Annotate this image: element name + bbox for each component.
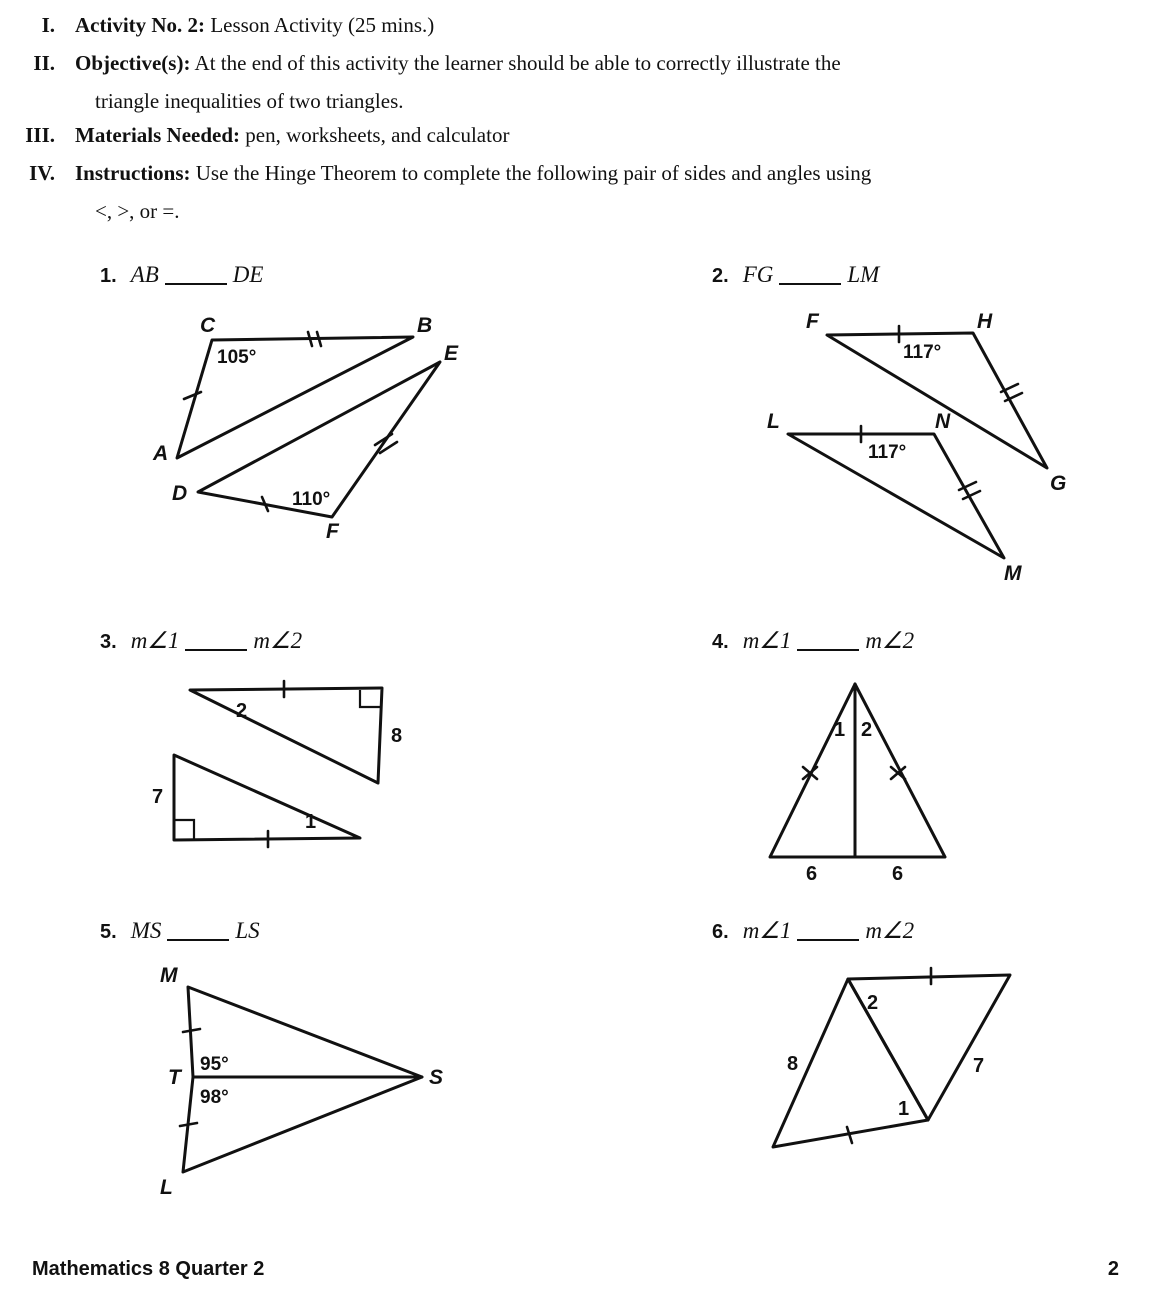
problem-number: 3.: [100, 631, 117, 653]
angle-label-1: 1: [834, 719, 846, 741]
problem-6-figure: [755, 960, 1035, 1175]
angle-label-117-top: 117°: [903, 342, 942, 363]
problem-3-figure: [150, 670, 440, 875]
vertex-label-n: N: [935, 410, 951, 433]
base-label-left-6: 6: [806, 863, 818, 880]
tick-mark: [184, 392, 201, 399]
angle-label-95: 95°: [200, 1054, 229, 1075]
angle-label-1: 1: [305, 811, 317, 833]
footer-title: Mathematics 8 Quarter 2: [32, 1258, 265, 1280]
problem-number: 5.: [100, 921, 117, 943]
vertex-label-f: F: [326, 520, 339, 543]
problem-number: 2.: [712, 265, 729, 287]
vertex-label-m: M: [1004, 562, 1022, 585]
problem-3-heading: [100, 628, 302, 654]
triangle-lower: [174, 755, 360, 840]
angle-label-98: 98°: [200, 1087, 229, 1108]
vertex-label-l: L: [767, 410, 780, 433]
vertex-label-b: B: [417, 314, 433, 337]
instruction-text: [75, 118, 1161, 152]
problem-right-expression: m∠2: [865, 918, 915, 943]
problem-1-heading: [100, 262, 263, 288]
vertex-label-c: C: [200, 314, 216, 337]
instruction-numeral: IV.: [29, 161, 55, 185]
problem-number: 6.: [712, 921, 729, 943]
page-footer: [0, 1258, 1161, 1286]
answer-blank[interactable]: [167, 925, 229, 941]
right-angle-marker: [174, 820, 194, 839]
problem-4-heading: [712, 628, 914, 654]
problem-right-expression: LM: [847, 262, 880, 287]
problem-left-expression: AB: [130, 262, 159, 287]
angle-label-2: 2: [236, 700, 248, 722]
instruction-detail: Lesson Activity (25 mins.): [205, 13, 435, 37]
instruction-text: [75, 156, 1161, 190]
answer-blank[interactable]: [797, 635, 859, 651]
vertex-label-s: S: [429, 1066, 444, 1089]
vertex-label-t: T: [168, 1066, 181, 1089]
base-label-right-6: 6: [892, 863, 904, 880]
triangle-upper: [190, 688, 382, 783]
answer-blank[interactable]: [779, 269, 841, 285]
instruction-continuation: triangle inequalities of two triangles.: [95, 89, 404, 113]
problem-1-figure: [140, 310, 480, 565]
vertex-label-e: E: [444, 342, 459, 365]
problem-left-expression: m∠1: [130, 628, 180, 653]
answer-blank[interactable]: [165, 269, 227, 285]
side-label-7: 7: [973, 1055, 985, 1077]
instruction-continuation: <, >, or =.: [95, 199, 180, 223]
instruction-list: [0, 8, 1161, 228]
problem-2-figure: [760, 310, 1090, 605]
footer-page-number: 2: [1107, 1258, 1119, 1280]
answer-blank[interactable]: [797, 925, 859, 941]
tick-mark: [180, 1123, 197, 1126]
instruction-item-1: [0, 8, 1161, 42]
triangle-isosceles: [770, 684, 945, 857]
vertex-label-f: F: [806, 310, 819, 333]
problem-right-expression: LS: [235, 918, 260, 943]
instruction-lead: Instructions:: [75, 161, 191, 185]
vertex-label-l: L: [160, 1176, 173, 1199]
problem-number: 1.: [100, 265, 117, 287]
instruction-detail: pen, worksheets, and calculator: [240, 123, 510, 147]
instruction-item-2: [0, 46, 1161, 80]
angle-label-2: 2: [867, 992, 879, 1014]
angle-label-105: 105°: [217, 347, 257, 368]
problem-number: 4.: [712, 631, 729, 653]
instruction-text: [75, 8, 1161, 42]
problem-left-expression: m∠1: [742, 628, 792, 653]
problem-6-heading: [712, 918, 914, 944]
instruction-lead: Activity No. 2:: [75, 13, 206, 37]
problem-4-figure: [755, 670, 985, 885]
problem-left-expression: FG: [742, 262, 774, 287]
side-label-8: 8: [391, 725, 403, 747]
problem-right-expression: m∠2: [253, 628, 303, 653]
problem-right-expression: m∠2: [865, 628, 915, 653]
side-label-7: 7: [152, 786, 164, 808]
answer-blank[interactable]: [185, 635, 247, 651]
instruction-lead: Materials Needed:: [75, 123, 241, 147]
angle-label-2: 2: [861, 719, 873, 741]
problem-left-expression: MS: [130, 918, 162, 943]
angle-label-1: 1: [898, 1098, 910, 1120]
side-label-8: 8: [787, 1053, 799, 1075]
angle-label-117-bottom: 117°: [868, 442, 907, 463]
instruction-numeral: II.: [33, 51, 55, 75]
right-angle-marker: [360, 690, 380, 707]
instruction-text: [75, 46, 1161, 80]
vertex-label-a: A: [153, 442, 169, 465]
instruction-item-4: [0, 156, 1161, 190]
instruction-detail: At the end of this activity the learner should be able to correctly illustrate the: [190, 51, 841, 75]
tick-mark: [183, 1029, 200, 1032]
vertex-label-h: H: [977, 310, 993, 333]
vertex-label-d: D: [172, 482, 188, 505]
instruction-item-3: [0, 118, 1161, 152]
instruction-detail: Use the Hinge Theorem to complete the following pair of sides and angles using: [190, 161, 872, 185]
vertex-label-g: G: [1050, 472, 1067, 495]
problem-left-expression: m∠1: [742, 918, 792, 943]
problem-5-figure: [150, 960, 460, 1215]
vertex-label-m: M: [160, 964, 178, 987]
angle-label-110: 110°: [292, 489, 331, 510]
instruction-numeral: III.: [25, 123, 55, 147]
instruction-numeral: I.: [41, 13, 55, 37]
problem-5-heading: [100, 918, 260, 944]
problem-right-expression: DE: [232, 262, 264, 287]
instruction-lead: Objective(s):: [75, 51, 191, 75]
problem-2-heading: [712, 262, 879, 288]
